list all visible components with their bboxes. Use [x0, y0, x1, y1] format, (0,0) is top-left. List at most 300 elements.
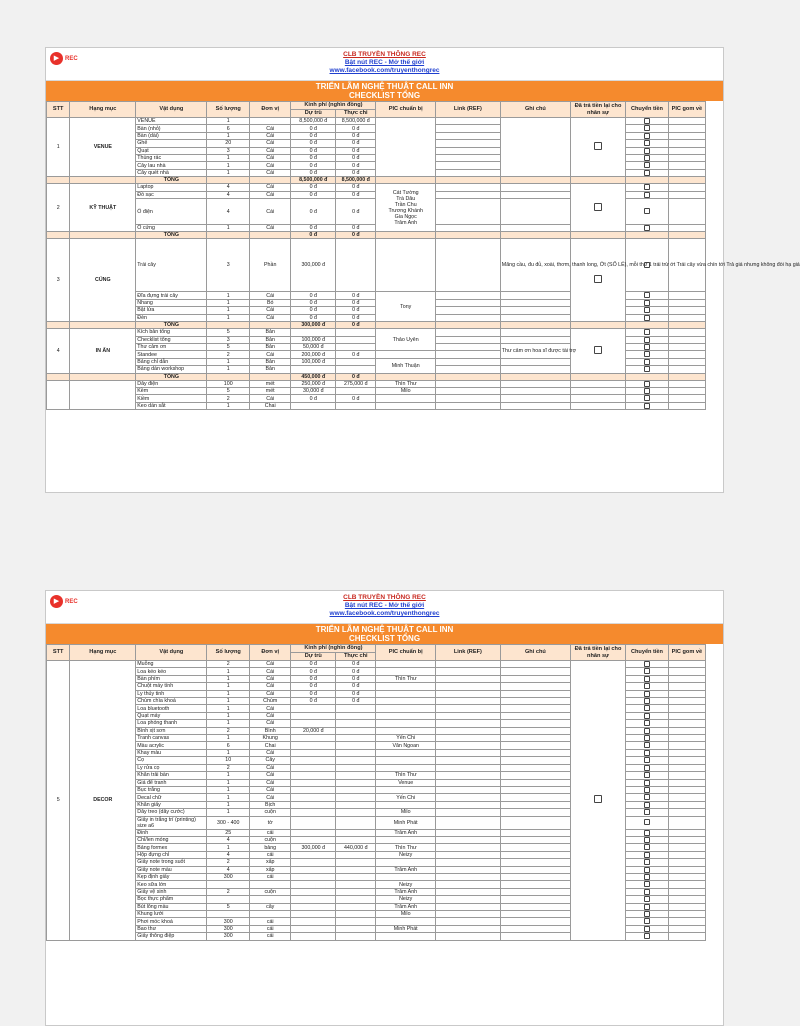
- link-cell: [435, 757, 500, 764]
- item-unit: Bình: [249, 727, 290, 734]
- category-cell: CÚNG: [70, 239, 136, 322]
- link-cell: [435, 779, 500, 786]
- chuyen-tien-cell: [626, 851, 669, 858]
- item-name: Khay màu: [136, 749, 207, 756]
- item-name: Giấy note màu: [136, 866, 207, 873]
- item-unit: Bịch: [249, 801, 290, 808]
- da-tra-cell: [570, 395, 625, 402]
- item-name: Bút lông màu: [136, 903, 207, 910]
- checkbox[interactable]: [644, 125, 650, 131]
- chuyen-tien-cell: [626, 199, 669, 225]
- pic-cell: Trâm Anh: [376, 903, 436, 910]
- checkbox[interactable]: [644, 307, 650, 313]
- checkbox[interactable]: [644, 155, 650, 161]
- checkbox[interactable]: [594, 275, 602, 283]
- link-cell: [435, 809, 500, 816]
- item-qty: 20: [207, 140, 250, 147]
- item-qty: 4: [207, 836, 250, 843]
- item-unit: Cái: [249, 720, 290, 727]
- item-budget: 0 đ: [291, 199, 336, 225]
- chuyen-tien-cell: [626, 683, 669, 690]
- chuyen-tien-cell: [626, 816, 669, 829]
- item-qty: 1: [207, 690, 250, 697]
- checkbox[interactable]: [644, 794, 650, 800]
- chuyen-tien-cell: [626, 866, 669, 873]
- link-cell: [435, 118, 500, 125]
- item-name: Hộp đựng chỉ: [136, 851, 207, 858]
- item-qty: 1: [207, 292, 250, 299]
- chuyen-tien-cell: [626, 329, 669, 336]
- item-budget: [291, 794, 336, 801]
- item-qty: 5: [207, 903, 250, 910]
- checkbox[interactable]: [594, 795, 602, 803]
- note-cell: [500, 118, 570, 177]
- chuyen-tien-cell: [626, 933, 669, 940]
- item-name: Thư cảm ơn: [136, 343, 207, 350]
- checkbox[interactable]: [644, 381, 650, 387]
- item-actual: 0 đ: [336, 698, 376, 705]
- item-qty: 1: [207, 683, 250, 690]
- col-du-tru: Dự trù: [291, 653, 336, 661]
- pic-gom-cell: [668, 757, 705, 764]
- da-tra-cell: [570, 661, 625, 941]
- item-unit: Cái: [249, 162, 290, 169]
- pic-cell: Milo: [376, 911, 436, 918]
- pic-gom-cell: [668, 402, 705, 409]
- link-cell: [435, 162, 500, 169]
- checkbox[interactable]: [644, 300, 650, 306]
- checkbox[interactable]: [644, 140, 650, 146]
- checkbox[interactable]: [644, 337, 650, 343]
- pic-gom-cell: [668, 933, 705, 940]
- item-unit: Cái: [249, 683, 290, 690]
- checkbox[interactable]: [644, 867, 650, 873]
- link-cell: [435, 720, 500, 727]
- checkbox[interactable]: [594, 203, 602, 211]
- checkbox[interactable]: [644, 742, 650, 748]
- total-label: TỔNG: [136, 177, 207, 184]
- item-name: Giấy note trong suốt: [136, 859, 207, 866]
- chuyen-tien-cell: [626, 395, 669, 402]
- checkbox[interactable]: [644, 698, 650, 704]
- item-name: Dây treo (dây cước): [136, 809, 207, 816]
- item-actual: [336, 366, 376, 373]
- note-cell: Thư cảm ơn hoa sĩ được tài trợ: [500, 343, 570, 358]
- total-spacer: [435, 322, 500, 329]
- chuyen-tien-cell: [626, 764, 669, 771]
- item-qty: 3: [207, 336, 250, 343]
- item-qty: 100: [207, 380, 250, 387]
- checkbox[interactable]: [644, 757, 650, 763]
- checkbox[interactable]: [644, 329, 650, 335]
- item-unit: cuộn: [249, 809, 290, 816]
- checkbox[interactable]: [644, 728, 650, 734]
- org-facebook-link[interactable]: www.facebook.com/truyenthongrec: [329, 610, 440, 617]
- item-budget: 50,000 đ: [291, 343, 336, 350]
- item-name: Giấy in trắng trí (printing) size a6: [136, 816, 207, 829]
- item-unit: bảng: [249, 844, 290, 851]
- pic-cell: Trâm Anh: [376, 866, 436, 873]
- checkbox[interactable]: [644, 874, 650, 880]
- total-spacer: [668, 232, 705, 239]
- da-tra-cell: [570, 380, 625, 387]
- chuyen-tien-cell: [626, 307, 669, 314]
- item-unit: Cái: [249, 225, 290, 232]
- item-unit: cái: [249, 873, 290, 880]
- pic-gom-cell: [668, 169, 705, 176]
- item-unit: Cái: [249, 395, 290, 402]
- pic-name: Trà Dâu: [396, 195, 416, 202]
- item-budget: [291, 779, 336, 786]
- item-unit: Cái: [249, 140, 290, 147]
- note-cell: [500, 380, 570, 387]
- item-qty: 1: [207, 307, 250, 314]
- checkbox[interactable]: [644, 388, 650, 394]
- item-qty: 1: [207, 366, 250, 373]
- checkbox[interactable]: [644, 344, 650, 350]
- item-budget: 100,000 đ: [291, 358, 336, 365]
- item-qty: [207, 881, 250, 888]
- item-name: Loa kéo kéo: [136, 668, 207, 675]
- col-da-tra: Đã trả tiền lại cho nhân sự: [570, 102, 625, 118]
- item-name: Đèn: [136, 314, 207, 321]
- item-qty: 1: [207, 735, 250, 742]
- link-cell: [435, 712, 500, 719]
- total-spacer: [570, 232, 625, 239]
- item-budget: 300,000 đ: [291, 844, 336, 851]
- checkbox[interactable]: [644, 208, 650, 214]
- item-budget: [291, 925, 336, 932]
- total-spacer: [70, 373, 136, 380]
- item-budget: 300,000 đ: [291, 239, 336, 292]
- note-cell: Mãng cầu, đu đủ, xoài, thơm, thanh long, Ớt (SỐ LẺ), mỗi thứ 1 trái trừ ớt Trái cây vừa chín tới Trả giá nhưng không đòi hạ giá: [500, 239, 570, 292]
- checkbox[interactable]: [644, 735, 650, 741]
- checkbox[interactable]: [644, 819, 650, 825]
- item-budget: [291, 851, 336, 858]
- checkbox[interactable]: [644, 192, 650, 198]
- chuyen-tien-cell: [626, 888, 669, 895]
- col-hang-muc: Hạng mục: [70, 645, 136, 661]
- note-cell: [500, 836, 570, 843]
- total-spacer: [47, 177, 70, 184]
- item-unit: mét: [249, 387, 290, 394]
- checkbox[interactable]: [644, 852, 650, 858]
- item-name: Đinh: [136, 829, 207, 836]
- checkbox[interactable]: [644, 809, 650, 815]
- col-pic-gom: PIC gom về: [668, 102, 705, 118]
- org-name: CLB TRUYỀN THÔNG REC: [343, 594, 426, 601]
- checkbox[interactable]: [644, 844, 650, 850]
- chuyen-tien-cell: [626, 881, 669, 888]
- pic-gom-cell: [668, 387, 705, 394]
- checkbox[interactable]: [644, 918, 650, 924]
- checkbox[interactable]: [644, 859, 650, 865]
- chuyen-tien-cell: [626, 794, 669, 801]
- note-cell: [500, 881, 570, 888]
- note-cell: [500, 314, 570, 321]
- item-name: Ổ điện: [136, 199, 207, 225]
- item-budget: [291, 888, 336, 895]
- checkbox[interactable]: [644, 750, 650, 756]
- item-actual: [336, 896, 376, 903]
- item-name: Kiềm: [136, 395, 207, 402]
- item-name: Đĩa đựng trái cây: [136, 292, 207, 299]
- checkbox[interactable]: [644, 896, 650, 902]
- pic-gom-cell: [668, 712, 705, 719]
- pic-gom-cell: [668, 749, 705, 756]
- checkbox[interactable]: [644, 262, 650, 268]
- chuyen-tien-cell: [626, 314, 669, 321]
- item-actual: [336, 925, 376, 932]
- item-unit: cây: [249, 903, 290, 910]
- checkbox[interactable]: [594, 142, 602, 150]
- item-qty: 1: [207, 358, 250, 365]
- col-don-vi: Đơn vị: [249, 645, 290, 661]
- item-budget: 0 đ: [291, 132, 336, 139]
- item-qty: 1: [207, 314, 250, 321]
- link-cell: [435, 896, 500, 903]
- item-unit: cái: [249, 925, 290, 932]
- item-unit: Cái: [249, 351, 290, 358]
- total-spacer: [376, 322, 436, 329]
- item-actual: [336, 749, 376, 756]
- checkbox[interactable]: [644, 148, 650, 154]
- org-facebook-link[interactable]: www.facebook.com/truyenthongrec: [329, 67, 440, 74]
- item-qty: 5: [207, 329, 250, 336]
- total-spacer: [500, 177, 570, 184]
- link-cell: [435, 299, 500, 306]
- checkbox[interactable]: [644, 765, 650, 771]
- col-stt: STT: [47, 645, 70, 661]
- total-spacer: [668, 373, 705, 380]
- chuyen-tien-cell: [626, 829, 669, 836]
- item-actual: 0 đ: [336, 292, 376, 299]
- link-cell: [435, 147, 500, 154]
- pic-gom-cell: [668, 351, 705, 358]
- checkbox[interactable]: [644, 170, 650, 176]
- total-spacer: [249, 177, 290, 184]
- item-unit: Cái: [249, 191, 290, 198]
- pic-gom-cell: [668, 772, 705, 779]
- pic-cell: Minh Phát: [376, 816, 436, 829]
- checkbox[interactable]: [644, 830, 650, 836]
- item-actual: 0 đ: [336, 314, 376, 321]
- sheet-title: TRIỂN LÃM NGHỆ THUẬT CALL INN: [315, 82, 454, 91]
- checkbox[interactable]: [644, 366, 650, 372]
- total-row: [47, 322, 706, 329]
- item-name: Checklist tổng: [136, 336, 207, 343]
- checkbox[interactable]: [644, 359, 650, 365]
- note-cell: [500, 764, 570, 771]
- pic-name: Trương Khánh: [388, 207, 423, 214]
- checkbox[interactable]: [644, 772, 650, 778]
- link-cell: [435, 698, 500, 705]
- checkbox[interactable]: [644, 133, 650, 139]
- note-cell: [500, 705, 570, 712]
- pic-gom-cell: [668, 366, 705, 373]
- item-actual: 0 đ: [336, 155, 376, 162]
- link-cell: [435, 225, 500, 232]
- item-unit: Cái: [249, 147, 290, 154]
- stt-cell: 2: [47, 184, 70, 232]
- total-spacer: [376, 373, 436, 380]
- table-row: [47, 118, 706, 125]
- checkbox[interactable]: [644, 720, 650, 726]
- item-name: Dây điện: [136, 380, 207, 387]
- pic-gom-cell: [668, 292, 705, 299]
- play-icon: ▶: [50, 595, 63, 608]
- note-cell: [500, 712, 570, 719]
- link-cell: [435, 132, 500, 139]
- link-cell: [435, 199, 500, 225]
- total-spacer: [207, 232, 250, 239]
- item-actual: [336, 829, 376, 836]
- chuyen-tien-cell: [626, 184, 669, 191]
- checkbox[interactable]: [644, 351, 650, 357]
- item-name: Khăn giấy: [136, 801, 207, 808]
- chuyen-tien-cell: [626, 735, 669, 742]
- pic-gom-cell: [668, 925, 705, 932]
- item-unit: Cái: [249, 199, 290, 225]
- checkbox[interactable]: [644, 713, 650, 719]
- checkbox[interactable]: [644, 403, 650, 409]
- item-budget: [291, 705, 336, 712]
- pic-cell: [376, 698, 436, 705]
- total-spacer: [500, 322, 570, 329]
- col-ghi-chu: Ghi chú: [500, 102, 570, 118]
- checkbox[interactable]: [644, 691, 650, 697]
- pic-cell: [376, 683, 436, 690]
- link-cell: [435, 387, 500, 394]
- checkbox[interactable]: [644, 926, 650, 932]
- item-budget: [291, 933, 336, 940]
- total-spacer: [376, 232, 436, 239]
- checkbox[interactable]: [594, 346, 602, 354]
- pic-cell: [376, 351, 436, 358]
- checkbox[interactable]: [644, 292, 650, 298]
- note-cell: [500, 816, 570, 829]
- sheet-title-bar: [46, 81, 723, 101]
- item-budget: [291, 757, 336, 764]
- item-name: Chỉ/len móng: [136, 836, 207, 843]
- checkbox[interactable]: [644, 904, 650, 910]
- checkbox[interactable]: [644, 225, 650, 231]
- item-name: Cây lau nhà: [136, 162, 207, 169]
- chuyen-tien-cell: [626, 859, 669, 866]
- pic-name: Cát Tường: [392, 189, 419, 196]
- item-actual: 0 đ: [336, 147, 376, 154]
- checkbox[interactable]: [644, 118, 650, 124]
- chuyen-tien-cell: [626, 836, 669, 843]
- checkbox[interactable]: [644, 676, 650, 682]
- pic-cell: [376, 690, 436, 697]
- checkbox[interactable]: [644, 162, 650, 168]
- item-actual: [336, 873, 376, 880]
- checkbox[interactable]: [644, 802, 650, 808]
- item-qty: 6: [207, 742, 250, 749]
- chuyen-tien-cell: [626, 366, 669, 373]
- item-qty: 1: [207, 786, 250, 793]
- link-cell: [435, 903, 500, 910]
- total-spacer: [500, 232, 570, 239]
- checkbox[interactable]: [644, 661, 650, 667]
- pic-gom-cell: [668, 668, 705, 675]
- chuyen-tien-cell: [626, 387, 669, 394]
- checkbox[interactable]: [644, 787, 650, 793]
- item-actual: [336, 705, 376, 712]
- stt-cell: 4: [47, 329, 70, 373]
- item-budget: 20,000 đ: [291, 727, 336, 734]
- total-spacer: [570, 322, 625, 329]
- checkbox[interactable]: [644, 184, 650, 190]
- total-budget: 300,000 đ: [291, 322, 336, 329]
- note-cell: [500, 299, 570, 306]
- pic-gom-cell: [668, 307, 705, 314]
- checkbox[interactable]: [644, 933, 650, 939]
- pic-cell: [376, 720, 436, 727]
- chuyen-tien-cell: [626, 668, 669, 675]
- item-unit: cuộn: [249, 836, 290, 843]
- total-spacer: [435, 373, 500, 380]
- pic-gom-cell: [668, 918, 705, 925]
- org-slogan-link[interactable]: Bật nút REC - Mở thế giới: [344, 602, 425, 609]
- checkbox[interactable]: [644, 837, 650, 843]
- checkbox[interactable]: [644, 683, 650, 689]
- checkbox[interactable]: [644, 705, 650, 711]
- checkbox[interactable]: [644, 668, 650, 674]
- pic-gom-cell: [668, 661, 705, 668]
- col-pic: PIC chuẩn bị: [376, 645, 436, 661]
- checkbox[interactable]: [644, 315, 650, 321]
- item-unit: Cái: [249, 690, 290, 697]
- pic-gom-cell: [668, 380, 705, 387]
- item-budget: 0 đ: [291, 292, 336, 299]
- checkbox[interactable]: [644, 881, 650, 887]
- item-actual: [336, 764, 376, 771]
- item-unit: Cái: [249, 292, 290, 299]
- item-actual: [336, 720, 376, 727]
- total-spacer: [70, 232, 136, 239]
- total-row: [47, 232, 706, 239]
- pic-gom-cell: [668, 184, 705, 191]
- checkbox[interactable]: [644, 395, 650, 401]
- checkbox[interactable]: [644, 889, 650, 895]
- chuyen-tien-cell: [626, 801, 669, 808]
- pic-cell: Thìn Thư: [376, 772, 436, 779]
- note-cell: [500, 896, 570, 903]
- item-unit: Cái: [249, 155, 290, 162]
- pic-gom-cell: [668, 911, 705, 918]
- org-slogan-link[interactable]: Bật nút REC - Mở thế giới: [344, 59, 425, 66]
- item-budget: [291, 772, 336, 779]
- sheet-header: [46, 48, 723, 81]
- item-name: Bàn (dài): [136, 132, 207, 139]
- item-actual: [336, 779, 376, 786]
- sheet-page-2: [45, 590, 724, 1026]
- chuyen-tien-cell: [626, 786, 669, 793]
- checkbox[interactable]: [644, 911, 650, 917]
- note-cell: [500, 668, 570, 675]
- note-cell: [500, 829, 570, 836]
- pic-gom-cell: [668, 727, 705, 734]
- col-ghi-chu: Ghi chú: [500, 645, 570, 661]
- chuyen-tien-cell: [626, 698, 669, 705]
- checkbox[interactable]: [644, 780, 650, 786]
- da-tra-cell: [570, 387, 625, 394]
- total-actual: 0 đ: [336, 322, 376, 329]
- item-budget: [291, 764, 336, 771]
- total-spacer: [570, 177, 625, 184]
